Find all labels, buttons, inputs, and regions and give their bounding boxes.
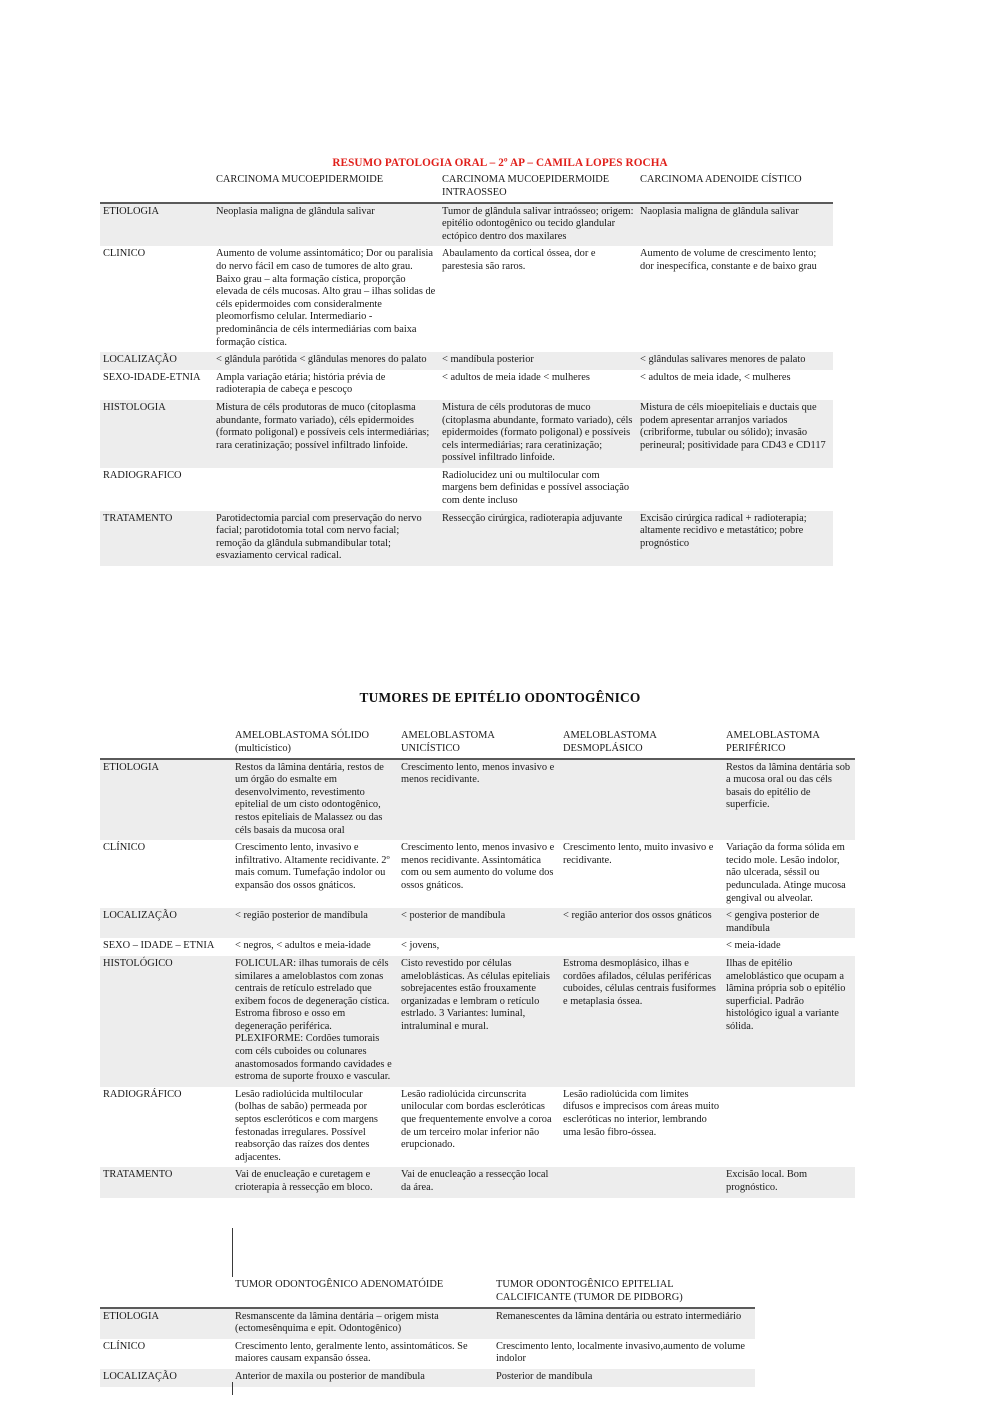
table-row bbox=[100, 468, 833, 511]
row-label: TRATAMENTO bbox=[100, 511, 213, 566]
row-cell bbox=[723, 1087, 855, 1168]
row-label: ETIOLOGIA bbox=[100, 203, 213, 247]
row-cell: Crescimento lento, menos invasivo e menos recidivante. bbox=[398, 759, 560, 841]
row-label: CLINICO bbox=[100, 246, 213, 352]
row-cell: < mandíbula posterior bbox=[439, 352, 637, 370]
carcinomas-comparison-table bbox=[100, 172, 833, 566]
row-cell: Radiolucidez uni ou multilocular com margens bem definidas e possível associação com dente incluso bbox=[439, 468, 637, 511]
row-cell: Crescimento lento, localmente invasivo,aumento de volume indolor bbox=[493, 1339, 755, 1369]
table2-header-blank bbox=[100, 728, 232, 759]
row-cell: < glândula parótida < glândulas menores do palato bbox=[213, 352, 439, 370]
row-label: ETIOLOGIA bbox=[100, 1308, 232, 1339]
row-cell: Ilhas de epitélio ameloblástico que ocupam a lâmina própria sob o epitélio superficial. Padrão histológico igual a variante sólida. bbox=[723, 956, 855, 1087]
row-cell: Aumento de volume de crescimento lento; dor inespecífica, constante e de baixo grau bbox=[637, 246, 833, 352]
row-cell: Crescimento lento, muito invasivo e recidivante. bbox=[560, 840, 723, 908]
table2-header-col1: AMELOBLASTOMA SÓLIDO (multicístico) bbox=[232, 728, 398, 759]
row-cell: Naoplasia maligna de glândula salivar bbox=[637, 203, 833, 247]
row-cell: Estroma desmoplásico, ilhas e cordões afilados, células periféricas cuboides, células centrais fusiformes e metaplasia óssea. bbox=[560, 956, 723, 1087]
row-cell: Parotidectomia parcial com preservação do nervo facial; parotidotomia total com nervo facial; remoção da glândula submandibular total; esvaziamento cervical radical. bbox=[213, 511, 439, 566]
table-row bbox=[100, 1369, 755, 1387]
row-cell: < posterior de mandíbula bbox=[398, 908, 560, 938]
row-cell: Lesão radiolúcida com limites difusos e imprecisos com áreas muito escleróticas no interior, lembrando uma lesão fibro-óssea. bbox=[560, 1087, 723, 1168]
row-cell: Excisão cirúrgica radical + radioterapia; altamente recidivo e metastático; pobre prognóstico bbox=[637, 511, 833, 566]
row-cell: Restos da lâmina dentária sob a mucosa oral ou das céls basais do epitélio de superfície. bbox=[723, 759, 855, 841]
row-cell: < gengiva posterior de mandíbula bbox=[723, 908, 855, 938]
table-row bbox=[100, 1167, 855, 1197]
row-cell: Posterior de mandíbula bbox=[493, 1369, 755, 1387]
row-label: LOCALIZAÇÃO bbox=[100, 352, 213, 370]
row-cell: < meia-idade bbox=[723, 938, 855, 956]
table2-header-row bbox=[100, 728, 855, 759]
row-cell: Aumento de volume assintomático; Dor ou paralisia do nervo fácil em caso de tumores de alto grau. Baixo grau – alta formação cística, proporção elevada de céls mucosas. Alto grau – ilhas solidas de céls epidermoides com consideralmente pleomorfismo celular. Intermediario - predominância de céls intermediárias com baixa formação cística. bbox=[213, 246, 439, 352]
ameloblastoma-comparison-table bbox=[100, 728, 855, 1198]
table-row bbox=[100, 759, 855, 841]
row-cell bbox=[560, 938, 723, 956]
row-label: CLÍNICO bbox=[100, 840, 232, 908]
row-cell bbox=[560, 1167, 723, 1197]
row-cell: < negros, < adultos e meia-idade bbox=[232, 938, 398, 956]
row-cell: Variação da forma sólida em tecido mole. Lesão indolor, não ulcerada, séssil ou pedunculada. Atinge mucosa gengival ou alveolar. bbox=[723, 840, 855, 908]
table-row bbox=[100, 1339, 755, 1369]
table1-header-col3: CARCINOMA ADENOIDE CÍSTICO bbox=[637, 172, 833, 203]
row-cell: < jovens, bbox=[398, 938, 560, 956]
row-cell: Mistura de céls produtoras de muco (citoplasma abundante, formato variado), céls epidermoides (formato poligonal) e possíveis cels intermediárias; rara ceratinização; possível infiltrado linfoide. bbox=[213, 400, 439, 468]
row-label: HISTOLOGIA bbox=[100, 400, 213, 468]
table-row bbox=[100, 370, 833, 400]
table-row bbox=[100, 352, 833, 370]
row-cell: < adultos de meia idade, < mulheres bbox=[637, 370, 833, 400]
table3-rule-extension bbox=[232, 1382, 233, 1395]
document-title: RESUMO PATOLOGIA ORAL – 2º AP – CAMILA LOPES ROCHA bbox=[332, 157, 668, 169]
table3-header-blank bbox=[100, 1277, 232, 1308]
row-cell: Vai de enucleação e curetagem e crioterapia à ressecção em bloco. bbox=[232, 1167, 398, 1197]
table-row bbox=[100, 840, 855, 908]
row-cell: Restos da lâmina dentária, restos de um órgão do esmalte em desenvolvimento, revestimento epitelial de um cisto odontogênico, restos epiteliais de Malassez ou das céls basais da mucosa oral bbox=[232, 759, 398, 841]
table-row bbox=[100, 400, 833, 468]
table3-header-col2: TUMOR ODONTOGÊNICO EPITELIAL CALCIFICANTE (TUMOR DE PIDBORG) bbox=[493, 1277, 755, 1308]
table1-header-blank bbox=[100, 172, 213, 203]
row-cell: Neoplasia maligna de glândula salivar bbox=[213, 203, 439, 247]
row-cell bbox=[213, 468, 439, 511]
row-cell: Mistura de céls mioepiteliais e ductais que podem apresentar arranjos variados (cribriforme, tubular ou sólido); invasão perineural; positividade para CD43 e CD117 bbox=[637, 400, 833, 468]
table-row bbox=[100, 956, 855, 1087]
row-cell: Vai de enucleação a ressecção local da área. bbox=[398, 1167, 560, 1197]
table3-header-col1: TUMOR ODONTOGÊNICO ADENOMATÓIDE bbox=[232, 1277, 493, 1308]
row-cell: Remanescentes da lâmina dentária ou estrato intermediário bbox=[493, 1308, 755, 1339]
row-cell: Crescimento lento, geralmente lento, assintomáticos. Se maiores causam expansão óssea. bbox=[232, 1339, 493, 1369]
table-row bbox=[100, 203, 833, 247]
row-cell: < glândulas salivares menores de palato bbox=[637, 352, 833, 370]
row-label: CLÍNICO bbox=[100, 1339, 232, 1369]
row-cell: Resmanscente da lâmina dentária – origem mista (ectomesênquima e epit. Odontogênico) bbox=[232, 1308, 493, 1339]
table2-header-col4: AMELOBLASTOMA PERIFÉRICO bbox=[723, 728, 855, 759]
row-cell: < região posterior de mandíbula bbox=[232, 908, 398, 938]
table-row bbox=[100, 246, 833, 352]
table-row bbox=[100, 1087, 855, 1168]
row-label: TRATAMENTO bbox=[100, 1167, 232, 1197]
row-cell: < região anterior dos ossos gnáticos bbox=[560, 908, 723, 938]
table3-header-row bbox=[100, 1277, 755, 1308]
row-cell: Cisto revestido por células ameloblásticas. As células epiteliais sobrejacentes estão frouxamente organizadas e lembram o retículo estrlado. 3 Variantes: luminal, intraluminal e mural. bbox=[398, 956, 560, 1087]
row-cell: Lesão radiolúcida multilocular (bolhas de sabão) permeada por septos escleróticos e com margens festonadas irregulares. Possível reabsorção das raízes dos dentes adjacentes. bbox=[232, 1087, 398, 1168]
row-label: LOCALIZAÇÃO bbox=[100, 908, 232, 938]
row-label: HISTOLÓGICO bbox=[100, 956, 232, 1087]
table1-header-col2: CARCINOMA MUCOEPIDERMOIDE INTRAOSSEO bbox=[439, 172, 637, 203]
odontogenic-tumors-table bbox=[100, 1277, 755, 1387]
row-cell: Mistura de céls produtoras de muco (citoplasma abundante, formato variado), céls epidermoides (formato poligonal) e possíveis cels intermediárias; rara ceratinização; possível infiltrado linfoide. bbox=[439, 400, 637, 468]
table1-header-row bbox=[100, 172, 833, 203]
row-cell: Excisão local. Bom prognóstico. bbox=[723, 1167, 855, 1197]
row-cell: Ressecção cirúrgica, radioterapia adjuvante bbox=[439, 511, 637, 566]
row-cell bbox=[637, 468, 833, 511]
row-label: SEXO-IDADE-ETNIA bbox=[100, 370, 213, 400]
row-label: SEXO – IDADE – ETNIA bbox=[100, 938, 232, 956]
table-row bbox=[100, 511, 833, 566]
section-title: TUMORES DE EPITÉLIO ODONTOGÊNICO bbox=[359, 690, 641, 705]
row-label: RADIOGRAFICO bbox=[100, 468, 213, 511]
table2-rule-extension bbox=[232, 1228, 233, 1278]
row-cell: Crescimento lento, menos invasivo e menos recidivante. Assintomática com ou sem aumento do volume dos ossos gnáticos. bbox=[398, 840, 560, 908]
table2-header-col2: AMELOBLASTOMA UNICÍSTICO bbox=[398, 728, 560, 759]
row-cell bbox=[560, 759, 723, 841]
table-row bbox=[100, 1308, 755, 1339]
row-cell: Ampla variação etária; história prévia de radioterapia de cabeça e pescoço bbox=[213, 370, 439, 400]
row-label: ETIOLOGIA bbox=[100, 759, 232, 841]
table1-header-col1: CARCINOMA MUCOEPIDERMOIDE bbox=[213, 172, 439, 203]
row-cell: Tumor de glândula salivar intraósseo; origem: epitélio odontogênico ou tecido glandular ectópico dentro dos maxilares bbox=[439, 203, 637, 247]
row-cell: Abaulamento da cortical óssea, dor e parestesia são raros. bbox=[439, 246, 637, 352]
row-label: RADIOGRÁFICO bbox=[100, 1087, 232, 1168]
row-cell: FOLICULAR: ilhas tumorais de céls similares a ameloblastos com zonas centrais de retículo estrelado que exibem focos de degeneração cística. Estroma fibroso e osso em degeneração periférica. PLEXIFORME: Cordões tumorais com céls cuboides ou colunares anastomosados formando cavidades e estroma de suporte frouxo e vascular. bbox=[232, 956, 398, 1087]
table-row bbox=[100, 938, 855, 956]
row-cell: Crescimento lento, invasivo e infiltrativo. Altamente recidivante. 2º mais comum. Tumefação indolor ou expansão dos ossos gnáticos. bbox=[232, 840, 398, 908]
row-cell: Lesão radiolúcida circunscrita unilocular com bordas escleróticas que frequentemente envolve a coroa de um terceiro molar inferior não erupcionado. bbox=[398, 1087, 560, 1168]
row-cell: < adultos de meia idade < mulheres bbox=[439, 370, 637, 400]
table2-header-col3: AMELOBLASTOMA DESMOPLÁSICO bbox=[560, 728, 723, 759]
row-label: LOCALIZAÇÃO bbox=[100, 1369, 232, 1387]
table-row bbox=[100, 908, 855, 938]
row-cell: Anterior de maxila ou posterior de mandíbula bbox=[232, 1369, 493, 1387]
